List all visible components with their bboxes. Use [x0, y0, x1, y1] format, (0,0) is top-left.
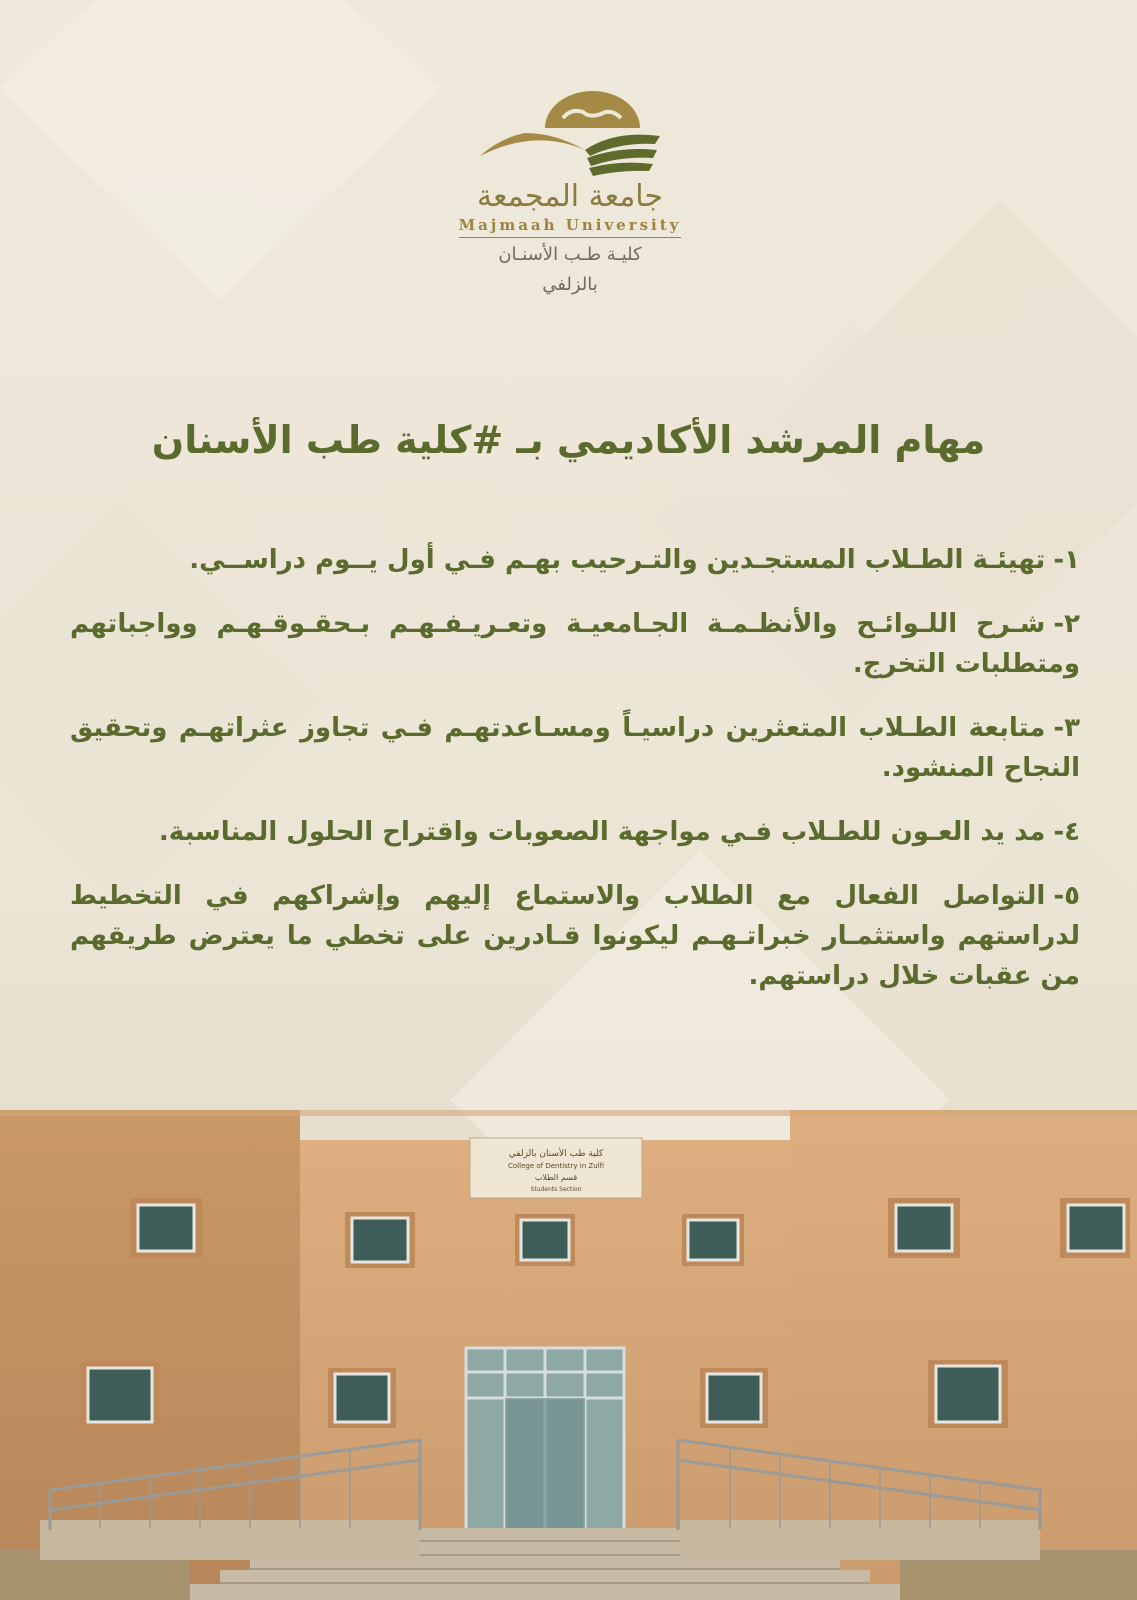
list-item: ٣-متابعة الطـلاب المتعثرين دراسيـاً ومسـاعدتهـم فـي تجاوز عثراتهـم وتحقيق النجاح المنشود. [70, 713, 1080, 783]
list-item: ٢-شـرح اللـوائـح والأنظـمـة الجـامعيـة وتعـريـفـهـم بـحقـوقـهـم وواجباتهم ومتطلبات التخرج. [70, 609, 1080, 679]
logo-name-arabic: جامعة المجمعة [477, 179, 663, 214]
svg-text:قسم الطلاب: قسم الطلاب [534, 1173, 578, 1182]
list-item: ٥-التواصل الفعال مع الطلاب والاستماع إليهم وإشراكهم في التخطيط لدراستهم واستثمـار خبراتـهـم ليكونوا قـادرين على تخطي ما يعترض طريقهم من عقبات خلال دراستهم. [70, 881, 1080, 991]
logo-college-line2: بالزلفي [542, 274, 598, 295]
page-title: مهام المرشد الأكاديمي بـ #كلية طب الأسنان [151, 418, 986, 462]
university-logo [440, 88, 700, 303]
list-item: ٤-مد يد العـون للطـلاب فـي مواجهة الصعوبات واقتراح الحلول المناسبة. [158, 817, 1080, 847]
svg-text:Students Section: Students Section [530, 1186, 582, 1193]
list-item: ١-تهيئـة الطـلاب المستجـدين والتـرحيب بهـم فـي أول يــوم دراســي. [189, 545, 1080, 575]
logo-college-line1: كليـة طـب الأسنـان [498, 244, 642, 265]
logo-name-english: Majmaah University [459, 216, 682, 238]
svg-text:كلية طب الأسنان بالزلفي: كلية طب الأسنان بالزلفي [508, 1149, 604, 1159]
college-building-photo [0, 1110, 1137, 1600]
duties-list [60, 540, 1080, 1020]
book-globe-icon [475, 88, 665, 183]
svg-text:College of Dentistry in Zulfi: College of Dentistry in Zulfi [508, 1162, 604, 1170]
